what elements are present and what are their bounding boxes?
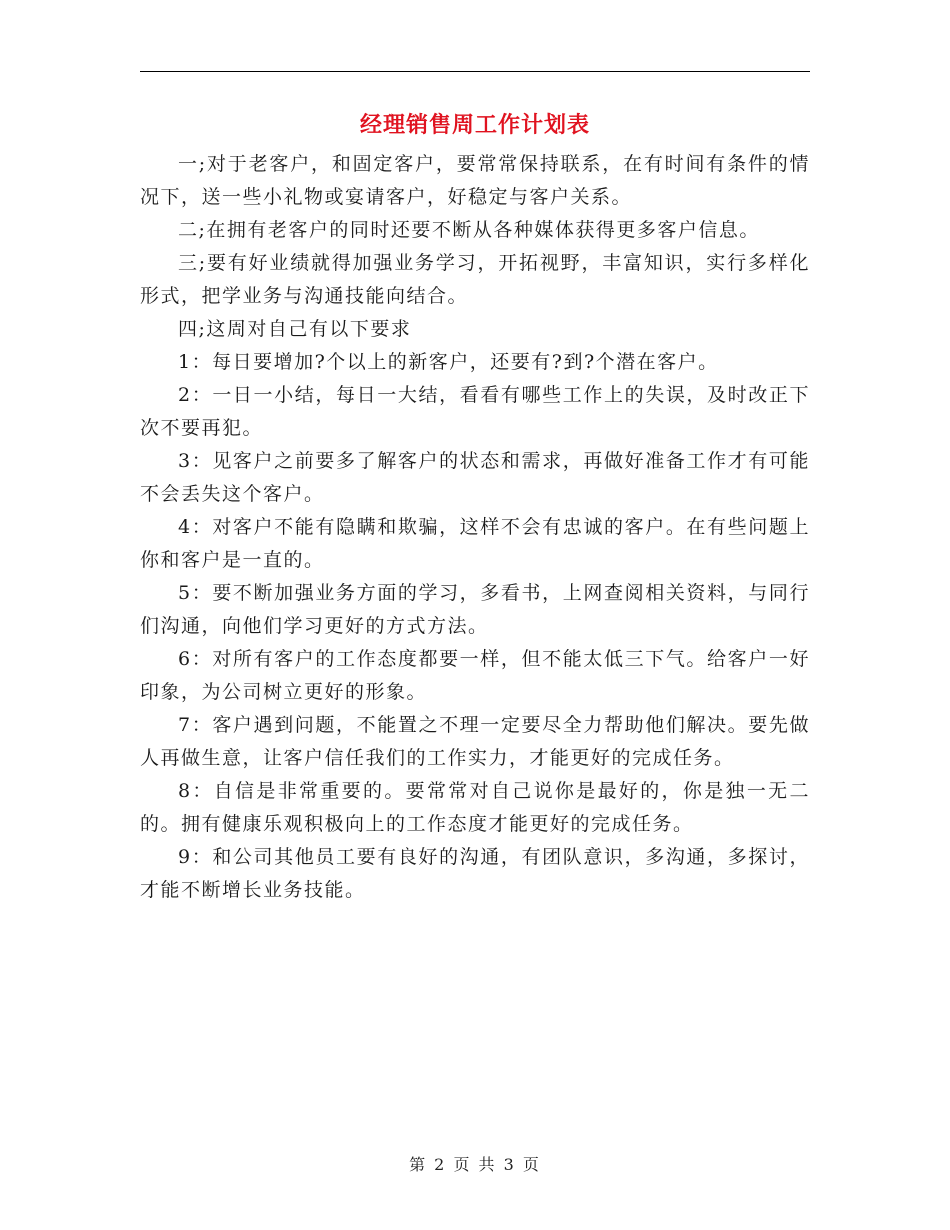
- paragraph-4: 四;这周对自己有以下要求: [178, 318, 412, 340]
- paragraph-3: 三;要有好业绩就得加强业务学习，开拓视野，丰富知识，实行多样化形式，把学业务与沟通技能向结合。: [140, 252, 810, 307]
- page-number: 第 2 页 共 3 页: [409, 1155, 541, 1174]
- document-title: 经理销售周工作计划表: [359, 112, 590, 138]
- document-body: [140, 148, 810, 907]
- list-item-1: 1：每日要增加?个以上的新客户，还要有?到?个潜在客户。: [178, 351, 719, 373]
- list-item-4: 4：对客户不能有隐瞒和欺骗，这样不会有忠诚的客户。在有些问题上你和客户是一直的。: [140, 516, 810, 571]
- list-item-9: 9：和公司其他员工要有良好的沟通，有团队意识，多沟通，多探讨，才能不断增长业务技能。: [140, 846, 810, 901]
- paragraph-2: 二;在拥有老客户的同时还要不断从各种媒体获得更多客户信息。: [178, 219, 760, 241]
- list-item-2: 2：一日一小结，每日一大结，看看有哪些工作上的失误，及时改正下次不要再犯。: [140, 384, 810, 439]
- list-item-7: 7：客户遇到问题，不能置之不理一定要尽全力帮助他们解决。要先做人再做生意，让客户信任我们的工作实力，才能更好的完成任务。: [140, 714, 810, 769]
- list-item-5: 5：要不断加强业务方面的学习，多看书，上网查阅相关资料，与同行们沟通，向他们学习更好的方式方法。: [140, 582, 810, 637]
- list-item-6: 6：对所有客户的工作态度都要一样，但不能太低三下气。给客户一好印象，为公司树立更好的形象。: [140, 648, 810, 703]
- header-rule: [140, 71, 810, 72]
- paragraph-1: 一;对于老客户，和固定客户，要常常保持联系，在有时间有条件的情况下，送一些小礼物或宴请客户，好稳定与客户关系。: [140, 153, 810, 208]
- list-item-8: 8：自信是非常重要的。要常常对自己说你是最好的，你是独一无二的。拥有健康乐观积极向上的工作态度才能更好的完成任务。: [140, 780, 810, 835]
- list-item-3: 3：见客户之前要多了解客户的状态和需求，再做好准备工作才有可能不会丢失这个客户。: [140, 450, 810, 505]
